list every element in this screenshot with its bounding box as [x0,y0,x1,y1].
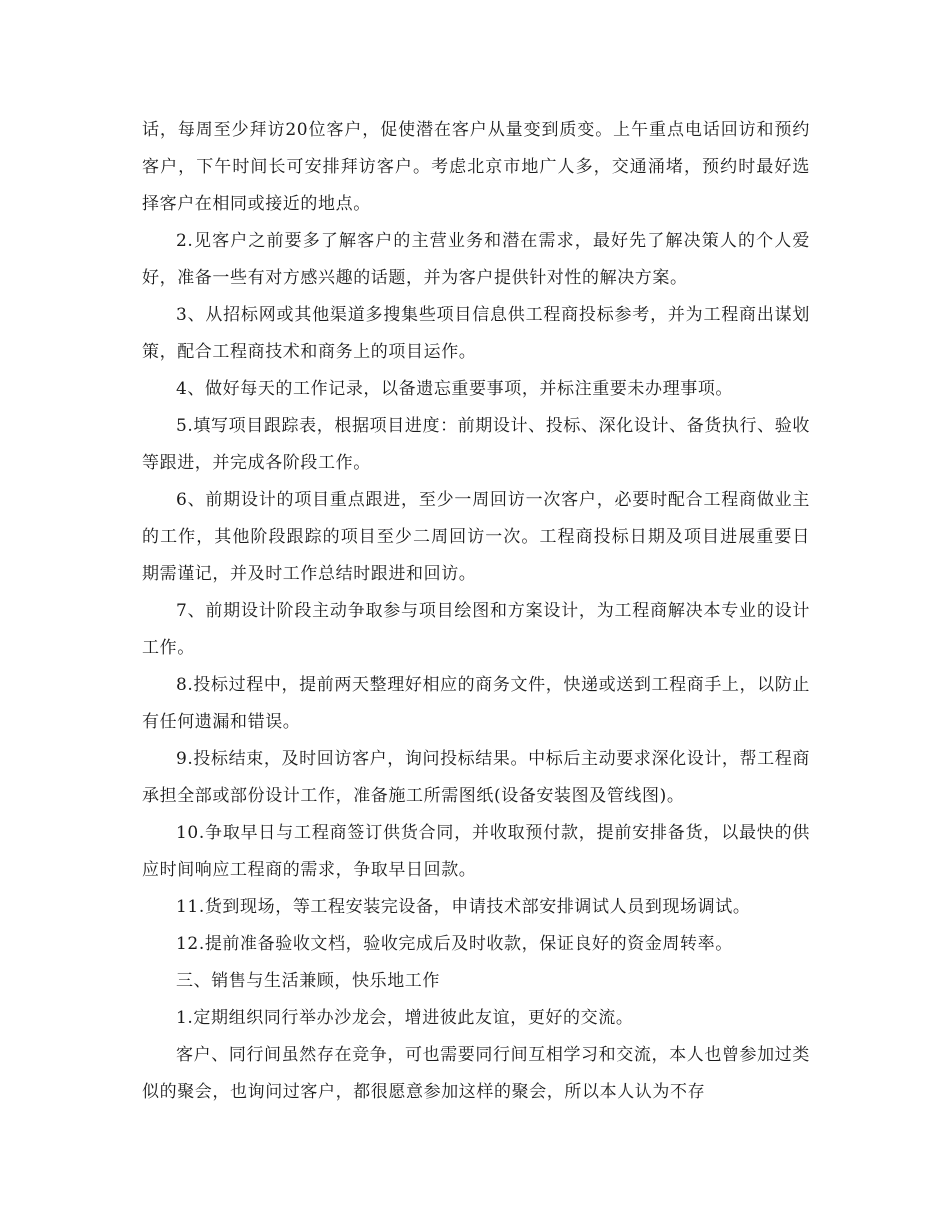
paragraph-item-10: 10.争取早日与工程商签订供货合同，并收取预付款，提前安排备货，以最快的供应时间响应工程商的需求，争取早日回款。 [142,823,810,880]
paragraph-item-7: 7、前期设计阶段主动争取参与项目绘图和方案设计，为工程商解决本专业的设计工作。 [142,601,810,658]
paragraph-item-1: 1.定期组织同行举办沙龙会，增进彼此友谊，更好的交流。 [176,1008,634,1028]
section-heading: 三、销售与生活兼顾，快乐地工作 [176,971,440,991]
paragraph-item-9: 9.投标结束，及时回访客户，询问投标结果。中标后主动要求深化设计，帮工程商承担全部或部份设计工作，准备施工所需图纸(设备安装图及管线图)。 [142,749,810,806]
paragraph-item-11: 11.货到现场，等工程安装完设备，申请技术部安排调试人员到现场调试。 [176,897,751,917]
paragraph-continued: 话，每周至少拜访20位客户，促使潜在客户从量变到质变。上午重点电话回访和预约客户，下午时间长可安排拜访客户。考虑北京市地广人多，交通涌堵，预约时最好选择客户在相同或接近的地点。 [142,120,810,214]
paragraph-item-12: 12.提前准备验收文档，验收完成后及时收款，保证良好的资金周转率。 [176,934,733,954]
paragraph-item-4: 4、做好每天的工作记录，以备遗忘重要事项，并标注重要未办理事项。 [176,379,734,399]
paragraph-item-8: 8.投标过程中，提前两天整理好相应的商务文件，快递或送到工程商手上，以防止有任何遗漏和错误。 [142,675,810,732]
paragraph-item-6: 6、前期设计的项目重点跟进，至少一周回访一次客户，必要时配合工程商做业主的工作，其他阶段跟踪的项目至少二周回访一次。工程商投标日期及项目进展重要日期需谨记，并及时工作总结时跟进和回访。 [142,490,810,584]
paragraph-item-3: 3、从招标网或其他渠道多搜集些项目信息供工程商投标参考，并为工程商出谋划策，配合工程商技术和商务上的项目运作。 [142,305,810,362]
document-body [142,112,810,1111]
paragraph-item-5: 5.填写项目跟踪表，根据项目进度：前期设计、投标、深化设计、备货执行、验收等跟进，并完成各阶段工作。 [142,416,810,473]
paragraph-item-2: 2.见客户之前要多了解客户的主营业务和潜在需求，最好先了解决策人的个人爱好，准备一些有对方感兴趣的话题，并为客户提供针对性的解决方案。 [142,231,810,288]
paragraph-body: 客户、同行间虽然存在竞争，可也需要同行间互相学习和交流，本人也曾参加过类似的聚会，也询问过客户，都很愿意参加这样的聚会，所以本人认为不存 [142,1045,810,1102]
